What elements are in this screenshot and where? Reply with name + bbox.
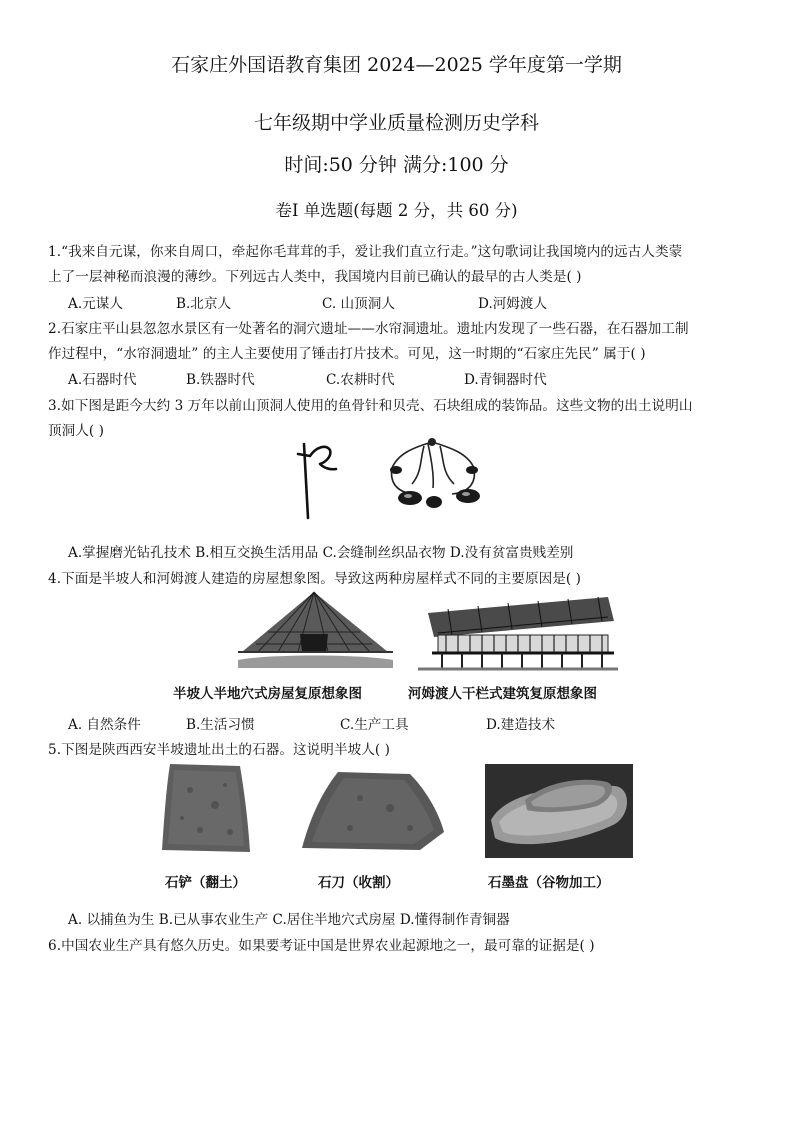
option-a: A.元谋人 (68, 296, 123, 312)
stone-knife-figure (300, 768, 445, 853)
banpo-caption: 半坡人半地穴式房屋复原想象图 (173, 686, 362, 702)
shell-beads (390, 466, 480, 508)
option-b: B.北京人 (176, 296, 232, 312)
hemudu-caption: 河姆渡人干栏式建筑复原想象图 (408, 686, 597, 702)
question-5-line-1: 5.下图是陕西西安半坡遗址出土的石器。这说明半坡人( ) (48, 742, 390, 758)
stone-shovel-figure (160, 760, 252, 856)
bone-needle-and-ornament-figure (292, 432, 512, 522)
stone-knife-caption: 石刀（收割） (318, 875, 399, 891)
exam-title: 石家庄外国语教育集团 2024—2025 学年度第一学期 (171, 54, 622, 76)
question-6-line-1: 6.中国农业生产具有悠久历史。如果要考证中国是世界农业起源地之一，最可靠的证据是( ) (48, 938, 595, 954)
option-d: D.青铜器时代 (464, 372, 547, 388)
option-c: C. 山顶洞人 (322, 296, 395, 312)
question-3-line-1: 3.如下图是距今大约 3 万年以前山顶洞人使用的鱼骨针和贝壳、石块组成的装饰品。这些文物的出土说明山 (48, 398, 693, 414)
banpo-house-figure (238, 588, 393, 676)
question-3-line-2: 顶洞人( ) (48, 423, 105, 439)
exam-subtitle: 七年级期中学业质量检测历史学科 (253, 112, 539, 134)
question-1-line-1: 1.“我来自元谋，你来自周口，牵起你毛茸茸的手，爱让我们直立行走。”这句歌词让我国境内的远古人类蒙 (48, 244, 683, 260)
option-c: C.生产工具 (340, 717, 409, 733)
option-c: C.农耕时代 (326, 372, 395, 388)
option-b: B.生活习惯 (186, 717, 255, 733)
question-1-line-2: 上了一层神秘而浪漫的薄纱。下列远古人类中，我国境内目前已确认的最早的古人类是( ) (48, 269, 582, 285)
question-5-options: A. 以捕鱼为生 B.已从事农业生产 C.居住半地穴式房屋 D.懂得制作青铜器 (68, 912, 510, 928)
option-b: B.铁器时代 (186, 372, 255, 388)
option-a: A.石器时代 (68, 372, 137, 388)
hemudu-stilt-house-figure (418, 593, 618, 675)
option-d: D.建造技术 (486, 717, 556, 733)
question-2-line-2: 作过程中，“水帘洞遗址” 的主人主要使用了锤击打片技术。可见，这一时期的“石家庄先民” 属于( ) (48, 346, 646, 362)
question-3-options: A.掌握磨光钻孔技术 B.相互交换生活用品 C.会缝制丝织品衣物 D.没有贫富贵贱差别 (68, 545, 574, 561)
exam-time-score: 时间:50 分钟 满分:100 分 (284, 154, 509, 176)
stone-shovel-caption: 石铲（翻土） (165, 875, 246, 891)
question-2-line-1: 2.石家庄平山县忽忽水景区有一处著名的洞穴遗址——水帘洞遗址。遗址内发现了一些石器，在石器加工制 (48, 321, 689, 337)
ornament-strings (392, 442, 475, 494)
stone-grinding-slab-caption: 石墨盘（谷物加工） (488, 875, 610, 891)
stone-grinding-slab-figure (485, 764, 633, 858)
option-d: D.河姆渡人 (478, 296, 548, 312)
option-a: A. 自然条件 (68, 717, 141, 733)
section-heading: 卷Ⅰ 单选题(每题 2 分，共 60 分) (275, 201, 518, 220)
question-4-line-1: 4.下面是半坡人和河姆渡人建造的房屋想象图。导致这两种房屋样式不同的主要原因是( ) (48, 571, 581, 587)
